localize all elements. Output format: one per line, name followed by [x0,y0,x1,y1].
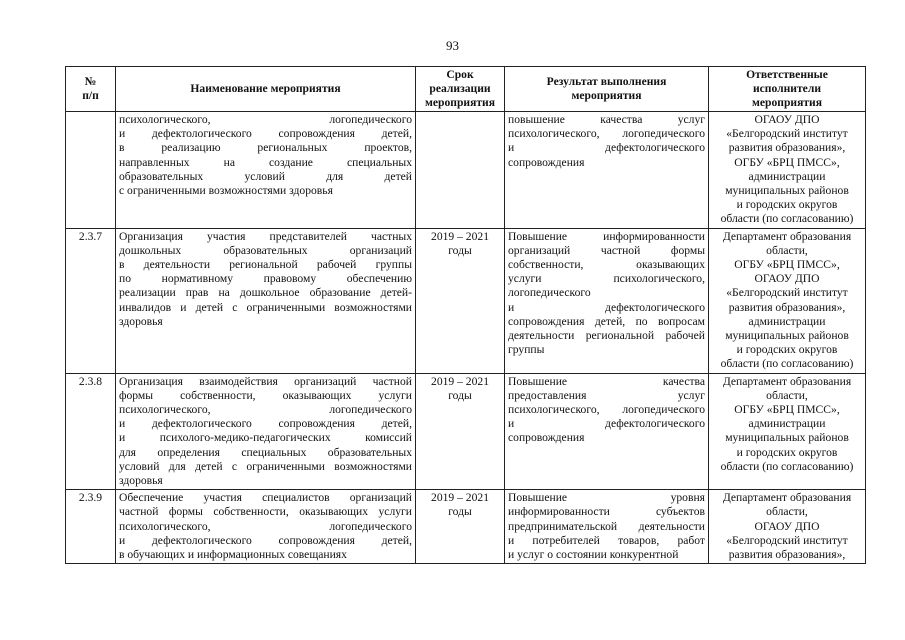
text-line: организаций частной формы [508,243,705,257]
text-line: 2019 – 2021 [431,229,489,243]
text-line: развития образования», [728,300,846,314]
text-line: «Белгородский институт [726,533,848,547]
event-result [505,228,709,373]
text-line: администрации [748,169,826,183]
text-line: Повышение качества [508,374,705,388]
text-line: сопровождения детей, по вопросам [508,314,705,328]
text-line: и дефектологического сопровождения детей, [119,533,412,547]
text-line: и дефектологического [508,417,705,431]
text-line: годы [448,243,472,257]
text-line: Организация участия представителей частных [119,229,412,243]
event-name [116,373,416,490]
text-line: развития образования», [728,548,846,562]
text-line: и дефектологического [508,141,705,155]
text-line: и дефектологического сопровождения детей, [119,417,412,431]
text-line: муниципальных районов [725,431,849,445]
text-line: администрации [748,314,826,328]
text-line: Обеспечение участия специалистов организаций [119,491,412,505]
text-line: психологического, логопедического [119,519,412,533]
text-line: развития образования», [728,141,846,155]
text-line: психологического, логопедического [119,403,412,417]
events-table [65,66,866,564]
text-line: образовательных условий для детей [119,169,412,183]
text-line: № [84,75,97,88]
text-line: области (по согласованию) [720,459,854,473]
row-number: 2.3.9 [66,490,116,564]
text-line: здоровья [119,474,163,488]
text-line: ОГБУ «БРЦ ПМСС», [734,403,840,417]
text-line: Повышение уровня [508,491,705,505]
header-responsible [709,67,866,112]
text-line: области (по согласованию) [720,357,854,371]
text-line: реализации прав на дошкольное образование детей- [119,286,412,300]
text-line: здоровья [119,314,163,328]
text-line: деятельности региональной рабочей [508,329,705,343]
text-line: направленных на создание специальных [119,155,412,169]
text-line: собственности, оказывающих [508,258,705,272]
event-period [416,373,505,490]
text-line: и городских округов [736,198,838,212]
text-line: ОГБУ «БРЦ ПМСС», [734,155,840,169]
text-line: Повышение информированности [508,229,705,243]
event-result [505,490,709,564]
event-responsible [709,112,866,229]
text-line: логопедического [508,286,591,300]
text-line: Результат выполнения [546,75,667,88]
page-number: 93 [446,38,459,53]
event-period [416,228,505,373]
text-line: и потребителей товаров, работ [508,533,705,547]
text-line: муниципальных районов [725,329,849,343]
row-number: 2.3.8 [66,373,116,490]
text-line: услуги психологического, [508,272,705,286]
text-line: группы [508,343,545,357]
text-line: области, [766,505,808,519]
event-responsible [709,490,866,564]
event-responsible [709,373,866,490]
event-result [505,112,709,229]
text-line: реализации [429,82,491,95]
event-result [505,373,709,490]
text-line: ОГБУ «БРЦ ПМСС», [734,258,840,272]
text-line: и услуг о состоянии конкурентной [508,548,679,562]
text-line: Департамент образования [722,491,852,505]
text-line: предпринимательской деятельности [508,519,705,533]
text-line: дошкольных образовательных организаций [119,243,412,257]
text-line: и психолого-медико-педагогических комиссий [119,431,412,445]
text-line: годы [448,388,472,402]
text-line: ОГАОУ ДПО [754,519,820,533]
event-responsible [709,228,866,373]
text-line: инвалидов и детей с ограниченными возможностями [119,300,412,314]
text-line: с ограниченными возможностями здоровья [119,184,333,198]
text-line: мероприятия [571,89,642,102]
text-line: в деятельности региональной рабочей группы [119,258,412,272]
text-line: администрации [748,417,826,431]
text-line: области (по согласованию) [720,212,854,226]
text-line: предоставления услуг [508,388,705,402]
text-line: области, [766,243,808,257]
header-num [66,67,116,112]
text-line: условий для детей с ограниченными возможностями [119,459,412,473]
text-line: психологического, логопедического [508,403,705,417]
table-row [66,490,866,564]
text-line: сопровождения [508,431,585,445]
text-line: в реализацию региональных проектов, [119,141,412,155]
text-line: 2019 – 2021 [431,491,489,505]
text-line: мероприятия [751,96,822,109]
header-name: Наименование мероприятия [116,67,416,112]
table-header-row [66,67,866,112]
event-name [116,228,416,373]
text-line: Департамент образования [722,374,852,388]
text-line: годы [448,505,472,519]
event-name [116,490,416,564]
table-row [66,112,866,229]
text-line: Срок [446,68,474,81]
text-line: частной формы собственности, оказывающих услуги [119,505,412,519]
text-line: и дефектологического [508,300,705,314]
header-period [416,67,505,112]
text-line: Ответственные [746,68,828,81]
row-number: 2.3.7 [66,228,116,373]
text-line: в обучающих и информационных совещаниях [119,548,347,562]
text-line: информированности субъектов [508,505,705,519]
text-line: «Белгородский институт [726,127,848,141]
event-period [416,490,505,564]
text-line: психологического, логопедического [119,113,412,126]
text-line: повышение качества услуг [508,113,705,126]
table-row [66,228,866,373]
event-period [416,112,505,229]
text-line: мероприятия [424,96,495,109]
text-line: «Белгородский институт [726,286,848,300]
text-line: 2019 – 2021 [431,374,489,388]
event-name [116,112,416,229]
table-row [66,373,866,490]
text-line: Департамент образования [722,229,852,243]
text-line: муниципальных районов [725,184,849,198]
text-line: п/п [82,89,99,102]
row-number [66,112,116,229]
text-line: исполнители [752,82,822,95]
text-line: и городских округов [736,343,838,357]
text-line: и городских округов [736,445,838,459]
text-line: для определения специальных образовательных [119,445,412,459]
text-line: и дефектологического сопровождения детей, [119,127,412,141]
text-line: сопровождения [508,155,585,169]
text-line: ОГАОУ ДПО [754,272,820,286]
text-line: формы собственности, оказывающих услуги [119,388,412,402]
header-result [505,67,709,112]
text-line: психологического, логопедического [508,127,705,141]
text-line: ОГАОУ ДПО [754,113,820,126]
text-line: Организация взаимодействия организаций частной [119,374,412,388]
text-line: по нормативному правовому обеспечению [119,272,412,286]
text-line: области, [766,388,808,402]
